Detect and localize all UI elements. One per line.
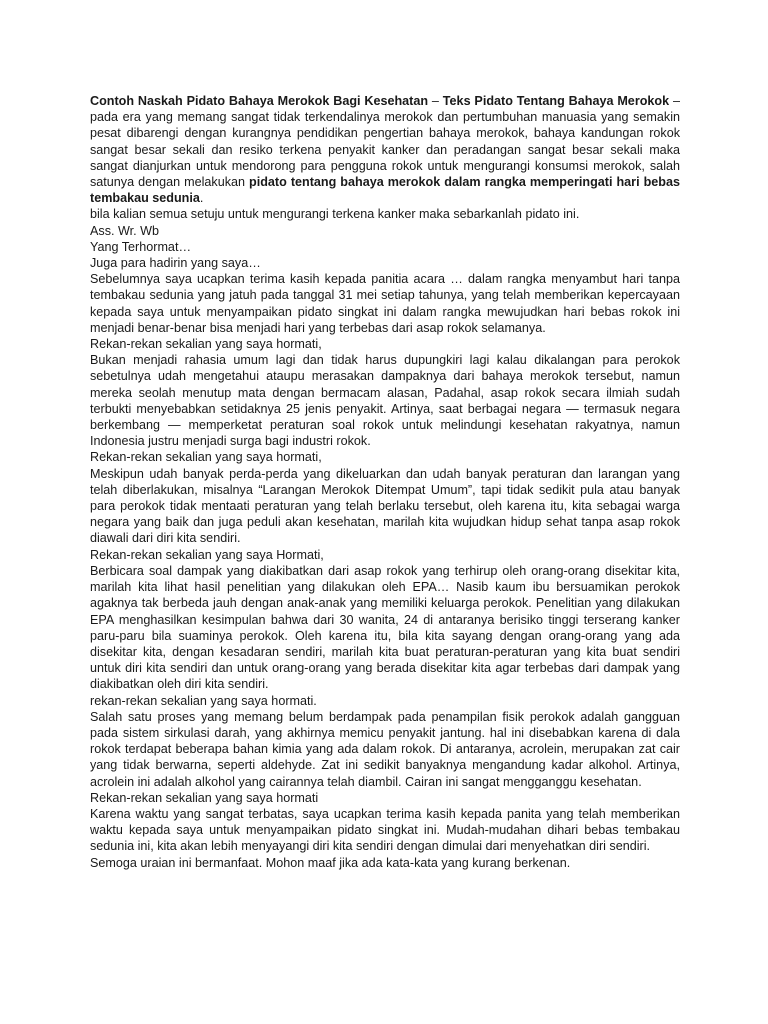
article-title: Contoh Naskah Pidato Bahaya Merokok Bagi Kesehatan: [90, 94, 429, 108]
title-separator: –: [428, 94, 443, 108]
article-subtitle: Teks Pidato Tentang Bahaya Merokok: [442, 94, 670, 108]
address-line: Rekan-rekan sekalian yang saya Hormati,: [90, 547, 324, 562]
greeting: Juga para hadirin yang saya…: [90, 256, 261, 271]
paragraph: Salah satu proses yang memang belum berdampak pada penampilan fisik perokok adalah gangguan pada sistem sirkulasi darah, yang akhirnya memicu penyakit jantung. hal ini disebabkan karena di dala rokok terdapat beberapa bahan kimia yang ada dalam rokok. Di antaranya, acrolein, merupakan zat cair yang tidak berwarna, seperti aldehyde. Zat ini sedikit banyaknya mengandung kadar alkohol. Artinya, acrolein ini adalah alkohol yang cairannya telah diambil. Cairan ini sangat mengganggu kesehatan.: [90, 709, 680, 789]
paragraph: bila kalian semua setuju untuk mengurangi terkena kanker maka sebarkanlah pidato ini.: [90, 207, 580, 222]
paragraph: Sebelumnya saya ucapkan terima kasih kepada panitia acara … dalam rangka menyambut hari tanpa tembakau sedunia yang jatuh pada tanggal 31 mei setiap tahunya, yang telah memberikan kepercayaan kepada saya untuk menyampaikan pidato singkat ini dalam rangka mewujudkan hari bebas rokok ini menjadi benar-benar bisa menjadi hari yang terbebas dari asap rokok selamanya.: [90, 272, 680, 335]
closing-line: Semoga uraian ini bermanfaat. Mohon maaf jika ada kata-kata yang kurang berkenan.: [90, 855, 571, 870]
paragraph: Karena waktu yang sangat terbatas, saya ucapkan terima kasih kepada panita yang telah memberikan waktu kepada saya untuk menyampaikan pidato singkat ini. Mudah-mudahan dihari bebas tembakau sedunia ini, kita akan lebih menyayangi diri kita sendiri dengan dimulai dari menyehatkan diri sendiri.: [90, 806, 680, 854]
paragraph: Berbicara soal dampak yang diakibatkan dari asap rokok yang terhirup oleh orang-orang disekitar kita, marilah kita lihat hasil penelitian yang dilakukan oleh EPA… Nasib kaum ibu bersuamikan perokok agaknya tak berbeda jauh dengan anak-anak yang memiliki keluarga perokok. Penelitian yang dilakukan EPA menghasilkan kesimpulan bahwa dari 30 wanita, 24 di antaranya berisiko tinggi terserang kanker paru-paru bila suaminya perokok. Oleh karena itu, bila kita sayang dengan orang-orang yang ada disekitar kita, dengan kesadaran sendiri, marilah kita buat peraturan-peraturan yang kita buat sendiri untuk diri kita sendiri dan untuk orang-orang yang berada disekitar kita agar terbebas dari dampak yang diakibatkan oleh diri kita sendiri.: [90, 563, 680, 692]
intro-text: – pada era yang memang sangat tidak terkendalinya merokok dan pertumbuhan manuasia yang semakin pesat dibarengi dengan kurangnya pendidikan pengertian bahaya merokok, bahaya kandungan rokok sangat besar sekali dan resiko terkena penyakit kanker dan peradangan sangat besar sekali maka sangat dianjurkan untuk mendorong para pengguna rokok untuk mengurangi konsumsi merokok, salah satunya dengan melakukan: [90, 94, 680, 190]
address-line: Rekan-rekan sekalian yang saya hormati,: [90, 337, 322, 352]
intro-paragraph: [90, 93, 680, 206]
intro-bold-phrase: pidato tentang bahaya merokok dalam rangka memperingati hari bebas tembakau sedunia: [90, 175, 680, 206]
paragraph: Bukan menjadi rahasia umum lagi dan tidak harus dupungkiri lagi kalau dikalangan para perokok sebetulnya udah mengetahui ataupu merasakan dampaknya dari bahaya merokok tersebut, namun mereka seolah menutup mata dengan bermacam alasan, Padahal, asap rokok secara ilmiah sudah terbukti menyebabkan setidaknya 25 jenis penyakit. Artinya, saat berbagai negara — termasuk negara berkembang — memperketat peraturan soal rokok untuk melindungi kesehatan rakyatnya, namun Indonesia justru menjadi surga bagi industri rokok.: [90, 353, 680, 449]
paragraph: Meskipun udah banyak perda-perda yang dikeluarkan dan udah banyak peraturan dan larangan yang telah diberlakukan, misalnya “Larangan Merokok Ditempat Umum”, tapi tidak sedikit pula atau banyak para perokok tidak mentaati peraturan yang telah berlaku tersebut, oleh karena itu, kita sebagai warga negara yang baik dan juga peduli akan kesehatan, marilah kita wujudkan hidup sehat tanpa asap rokok diawali dari diri kita sendiri.: [90, 466, 680, 546]
greeting: Yang Terhormat…: [90, 239, 192, 254]
intro-period: .: [199, 191, 204, 206]
address-line: Rekan-rekan sekalian yang saya hormati,: [90, 450, 322, 465]
document-page: [90, 93, 680, 871]
salutation: Ass. Wr. Wb: [90, 223, 160, 238]
address-line: rekan-rekan sekalian yang saya hormati.: [90, 693, 317, 708]
address-line: Rekan-rekan sekalian yang saya hormati: [90, 790, 319, 805]
